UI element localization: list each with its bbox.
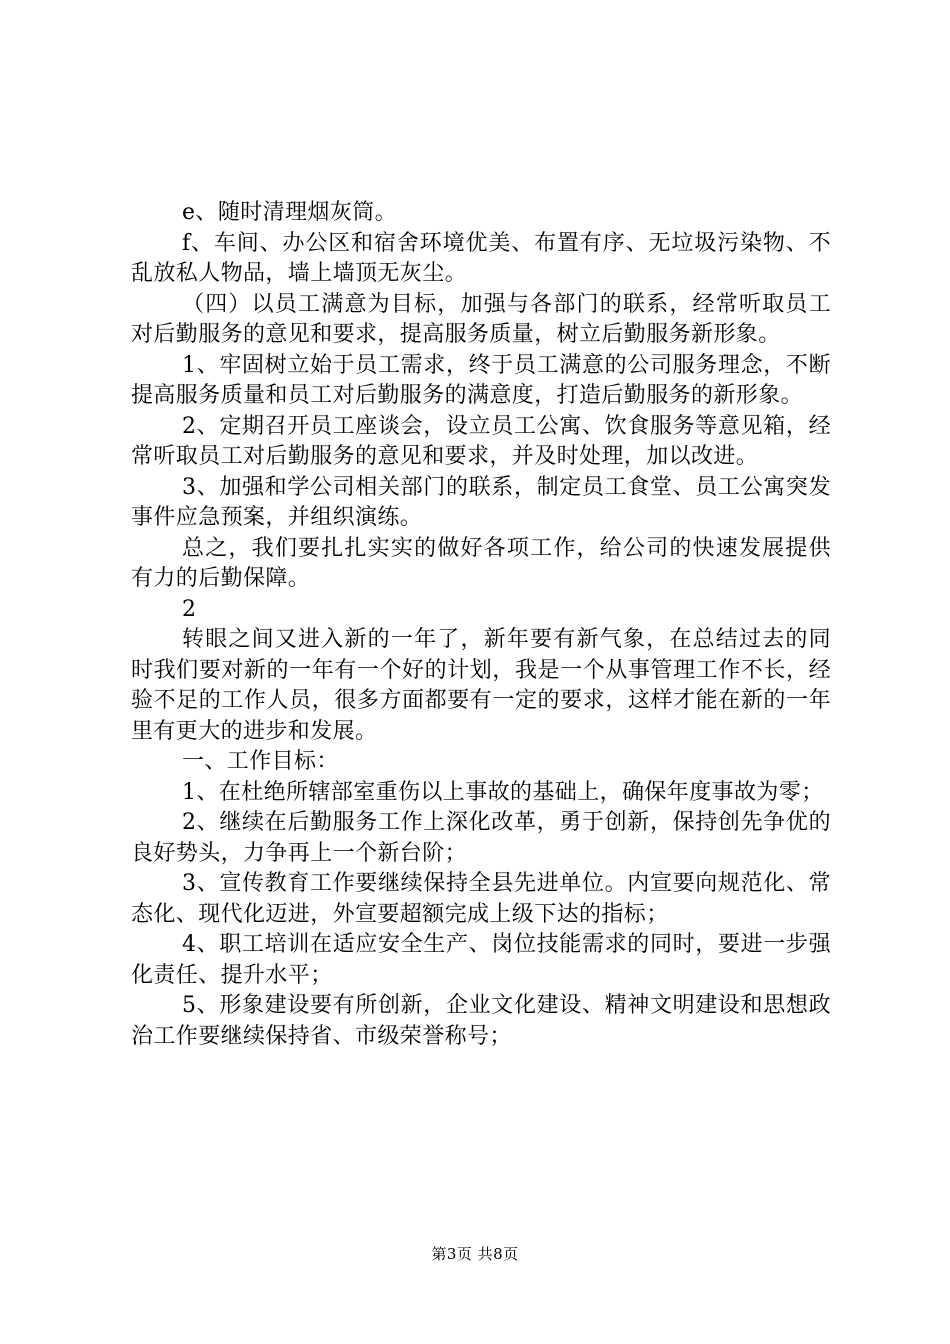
paragraph-item-e: e、随时清理烟灰筒。	[182, 200, 398, 225]
paragraph-item-2: 2、定期召开员工座谈会，设立员工公寓、饮食服务等意见箱，经常听取员工对后勤服务的意见和要求，并及时处理，加以改进。	[131, 413, 831, 469]
page-number-footer: 第3页 共8页	[431, 1245, 519, 1263]
document-body	[131, 198, 831, 1052]
paragraph-intro: 转眼之间又进入新的一年了，新年要有新气象，在总结过去的同时我们要对新的一年有一个好的计划，我是一个从事管理工作不长，经验不足的工作人员，很多方面都要有一定的要求，这样才能在新的一年里有更大的进步和发展。	[131, 627, 831, 744]
paragraph-item-1: 1、牢固树立始于员工需求，终于员工满意的公司服务理念，不断提高服务质量和员工对后勤服务的满意度，打造后勤服务的新形象。	[131, 352, 831, 408]
goal-item-3: 3、宣传教育工作要继续保持全县先进单位。内宣要向规范化、常态化、现代化迈进，外宣要超额完成上级下达的指标；	[131, 871, 831, 927]
paragraph-section-four: （四）以员工满意为目标，加强与各部门的联系，经常听取员工对后勤服务的意见和要求，提高服务质量，树立后勤服务新形象。	[131, 291, 831, 347]
goal-item-4: 4、职工培训在适应安全生产、岗位技能需求的同时，要进一步强化责任、提升水平；	[131, 932, 831, 988]
paragraph-item-f: f、车间、办公区和宿舍环境优美、布置有序、无垃圾污染物、不乱放私人物品，墙上墙顶无灰尘。	[131, 230, 831, 286]
goal-item-1: 1、在杜绝所辖部室重伤以上事故的基础上，确保年度事故为零；	[182, 779, 824, 805]
heading-work-goals: 一、工作目标：	[182, 749, 339, 774]
section-number: 2	[182, 596, 197, 622]
goal-item-2: 2、继续在后勤服务工作上深化改革，勇于创新，保持创先争优的良好势头，力争再上一个新台阶；	[131, 810, 831, 866]
goal-item-5: 5、形象建设要有所创新，企业文化建设、精神文明建设和思想政治工作要继续保持省、市级荣誉称号；	[131, 993, 831, 1049]
paragraph-item-3: 3、加强和学公司相关部门的联系，制定员工食堂、员工公寓突发事件应急预案，并组织演练。	[131, 474, 831, 530]
paragraph-conclusion: 总之，我们要扎扎实实的做好各项工作，给公司的快速发展提供有力的后勤保障。	[131, 535, 831, 591]
